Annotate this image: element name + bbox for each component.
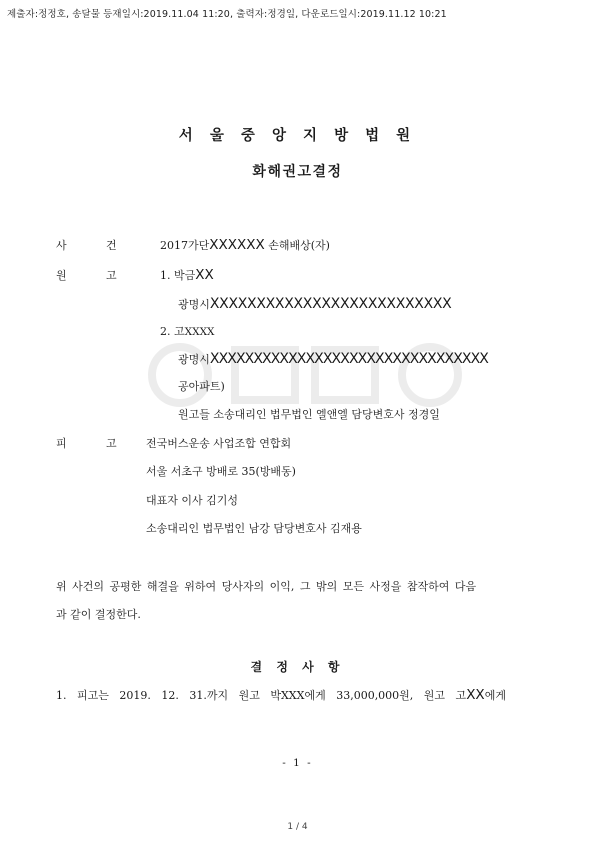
plaintiff-2-masked: XXXX [184, 326, 215, 338]
pager: 1 / 4 [287, 822, 308, 832]
plaintiff-2-name [160, 325, 215, 339]
defendant-counsel: 소송대리인 법무법인 남강 담당변호사 김재용 [146, 522, 362, 535]
plaintiff-2-addr-prefix: 광명시 [178, 353, 210, 366]
case-suffix: 손해배상(자) [264, 239, 330, 252]
plaintiff-1-name [160, 268, 214, 283]
case-label-a: 사 [56, 239, 67, 252]
plaintiff-2-address-tail: 공아파트) [178, 380, 225, 393]
plaintiff-2-addr-masked: XXXXXXXXXXXXXXXXXXXXXXXXXXXXXXXX [209, 351, 488, 367]
defendant-label-a: 피 [56, 437, 67, 450]
plaintiff-1-addr-masked: XXXXXXXXXXXXXXXXXXXXXXXXXX [209, 296, 452, 312]
body-paragraph-line-2: 과 같이 결정한다. [56, 608, 141, 621]
plaintiff-label-a: 원 [56, 269, 67, 282]
document-title: 화해권고결정 [252, 164, 343, 180]
header-meta: 제출자:정정호, 송달물 등재일시:2019.11.04 11:20, 출력자:정경일, 다운로드일시:2019.11.12 10:21 [7, 9, 447, 20]
defendant-address: 서울 서초구 방배로 35(방배동) [146, 465, 296, 478]
section-heading: 결 정 사 항 [250, 660, 345, 674]
case-value [160, 238, 330, 253]
decision-item-1-text-b: 에게 [484, 689, 506, 702]
case-label-b: 건 [106, 239, 117, 252]
plaintiff-1-prefix: 1. 박금 [160, 269, 196, 282]
decision-item-1-text-a: 1. 피고는 2019. 12. 31.까지 원고 박XXX에게 33,000,000원, 원고 고 [56, 689, 467, 702]
decision-item-1 [56, 688, 506, 703]
defendant-representative: 대표자 이사 김기성 [146, 494, 239, 507]
plaintiff-2-address [178, 352, 488, 367]
plaintiff-1-address [178, 297, 451, 312]
plaintiff-1-addr-prefix: 광명시 [178, 298, 210, 311]
plaintiff-label-b: 고 [106, 269, 117, 282]
body-paragraph-line-1: 위 사건의 공평한 해결을 위하여 당사자의 이익, 그 밖의 모든 사정을 참작하여 다음 [56, 580, 477, 593]
plaintiff-counsel: 원고들 소송대리인 법무법인 엘앤엘 담당변호사 정경일 [178, 408, 440, 421]
plaintiff-2-prefix: 2. 고 [160, 325, 185, 338]
defendant-label-b: 고 [106, 437, 117, 450]
case-prefix: 2017가단 [160, 239, 210, 252]
case-masked: XXXXXX [209, 237, 265, 253]
plaintiff-1-masked: XX [195, 267, 214, 283]
defendant-name: 전국버스운송 사업조합 연합회 [146, 437, 292, 450]
decision-item-1-masked: XX [466, 687, 485, 703]
page-number: - 1 - [282, 757, 313, 769]
court-name: 서 울 중 앙 지 방 법 원 [178, 128, 417, 144]
